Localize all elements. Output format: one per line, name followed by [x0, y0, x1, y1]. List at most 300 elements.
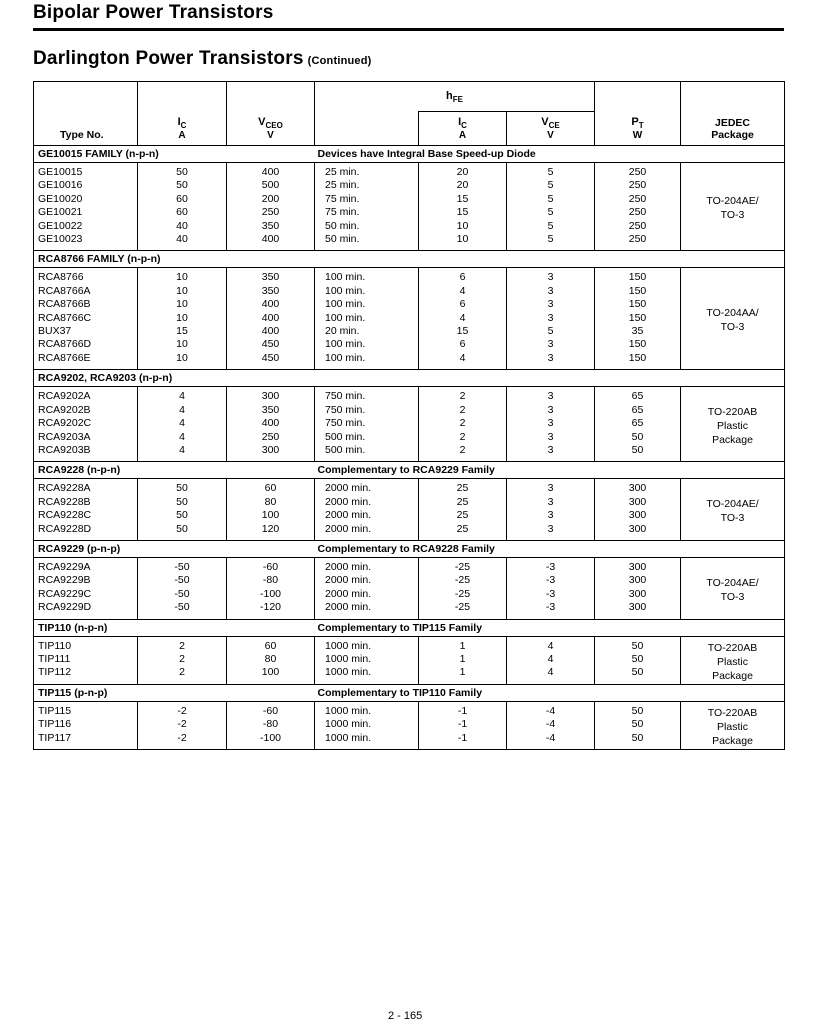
cell-hfe-vce: -3 — [507, 557, 595, 574]
cell-pt: 300 — [595, 557, 681, 574]
cell-hfe-min: 2000 min. — [315, 601, 419, 619]
cell-hfe-min: 1000 min. — [315, 666, 419, 684]
cell-type-no: TIP116 — [34, 718, 138, 731]
section-subtitle: (Continued) — [307, 55, 372, 67]
cell-ic: -2 — [138, 718, 227, 731]
cell-ic: 10 — [138, 285, 227, 298]
cell-vceo: 100 — [227, 666, 315, 684]
family-note: Complementary to RCA9228 Family — [315, 540, 785, 557]
cell-hfe-ic: 15 — [419, 325, 507, 338]
package-line: TO-204AE/ — [706, 498, 759, 511]
cell-hfe-ic: 2 — [419, 404, 507, 417]
header-rule — [33, 28, 784, 31]
cell-ic: 10 — [138, 352, 227, 370]
cell-pt: 65 — [595, 417, 681, 430]
cell-vceo: 100 — [227, 509, 315, 522]
package-line: Plastic — [717, 720, 748, 733]
cell-hfe-vce: -3 — [507, 588, 595, 601]
table-row — [34, 496, 785, 509]
family-name: TIP115 (p-n-p) — [34, 684, 315, 701]
table-row — [34, 444, 785, 462]
cell-hfe-min: 2000 min. — [315, 557, 419, 574]
hfe-min-subcol — [315, 112, 419, 146]
cell-pt: 50 — [595, 653, 681, 666]
family-header-row — [34, 619, 785, 636]
cell-hfe-vce: 5 — [507, 325, 595, 338]
cell-hfe-vce: 3 — [507, 338, 595, 351]
cell-hfe-ic: 15 — [419, 206, 507, 219]
cell-pt: 150 — [595, 338, 681, 351]
cell-hfe-vce: 3 — [507, 268, 595, 285]
cell-ic: -2 — [138, 732, 227, 750]
package-line: TO-204AA/ — [706, 307, 759, 320]
cell-hfe-min: 75 min. — [315, 193, 419, 206]
family-header-row — [34, 684, 785, 701]
cell-type-no: RCA9229A — [34, 557, 138, 574]
cell-hfe-vce: 3 — [507, 509, 595, 522]
cell-hfe-min: 2000 min. — [315, 574, 419, 587]
pt-unit: W — [632, 130, 643, 141]
pt-sub: T — [638, 121, 644, 130]
cell-type-no: RCA9228A — [34, 479, 138, 496]
hfe-ic-symbol: I — [458, 115, 462, 128]
cell-type-no: GE10015 — [34, 163, 138, 180]
cell-vceo: 400 — [227, 233, 315, 251]
cell-ic: -50 — [138, 588, 227, 601]
cell-hfe-ic: 4 — [419, 312, 507, 325]
spec-table-body — [34, 146, 785, 750]
cell-hfe-vce: 3 — [507, 285, 595, 298]
family-name: GE10015 FAMILY (n-p-n) — [34, 146, 315, 163]
cell-type-no: RCA9229B — [34, 574, 138, 587]
cell-hfe-ic: 25 — [419, 523, 507, 541]
ic-symbol: I — [177, 115, 181, 128]
cell-ic: 60 — [138, 206, 227, 219]
jedec-package — [681, 387, 785, 462]
table-row — [34, 666, 785, 684]
cell-pt: 50 — [595, 431, 681, 444]
package-line: Package — [712, 669, 753, 682]
cell-hfe-ic: -25 — [419, 574, 507, 587]
cell-vceo: 250 — [227, 206, 315, 219]
cell-hfe-ic: 20 — [419, 163, 507, 180]
cell-ic: 2 — [138, 653, 227, 666]
page-header-title: Bipolar Power Transistors — [33, 2, 274, 23]
cell-hfe-ic: 2 — [419, 417, 507, 430]
table-row — [34, 179, 785, 192]
cell-hfe-min: 100 min. — [315, 312, 419, 325]
cell-pt: 300 — [595, 574, 681, 587]
col-header-ic — [138, 82, 227, 146]
cell-vceo: 350 — [227, 404, 315, 417]
cell-type-no: GE10023 — [34, 233, 138, 251]
ic-unit: A — [178, 130, 186, 141]
cell-pt: 250 — [595, 206, 681, 219]
cell-hfe-vce: 4 — [507, 636, 595, 653]
hfe-symbol: h — [446, 90, 453, 102]
family-name: TIP110 (n-p-n) — [34, 619, 315, 636]
cell-pt: 300 — [595, 509, 681, 522]
cell-type-no: TIP111 — [34, 653, 138, 666]
cell-pt: 50 — [595, 718, 681, 731]
cell-pt: 300 — [595, 588, 681, 601]
cell-ic: -50 — [138, 601, 227, 619]
cell-hfe-ic: 6 — [419, 298, 507, 311]
cell-hfe-ic: 6 — [419, 268, 507, 285]
table-row — [34, 557, 785, 574]
family-name: RCA9202, RCA9203 (n-p-n) — [34, 370, 315, 387]
cell-hfe-vce: 3 — [507, 352, 595, 370]
cell-pt: 300 — [595, 479, 681, 496]
family-note: Complementary to TIP110 Family — [315, 684, 785, 701]
table-row — [34, 509, 785, 522]
cell-type-no: GE10016 — [34, 179, 138, 192]
cell-vceo: -80 — [227, 718, 315, 731]
table-row — [34, 404, 785, 417]
cell-hfe-vce: 3 — [507, 523, 595, 541]
table-row — [34, 312, 785, 325]
table-row — [34, 193, 785, 206]
cell-vceo: 350 — [227, 220, 315, 233]
cell-vceo: 450 — [227, 352, 315, 370]
cell-hfe-ic: 25 — [419, 479, 507, 496]
cell-hfe-ic: -25 — [419, 588, 507, 601]
transistor-spec-table — [33, 81, 785, 750]
cell-pt: 150 — [595, 298, 681, 311]
cell-pt: 250 — [595, 179, 681, 192]
cell-pt: 65 — [595, 404, 681, 417]
family-name: RCA9229 (p-n-p) — [34, 540, 315, 557]
table-row — [34, 431, 785, 444]
table-row — [34, 285, 785, 298]
table-row — [34, 732, 785, 750]
cell-vceo: 80 — [227, 496, 315, 509]
cell-hfe-ic: 25 — [419, 509, 507, 522]
cell-hfe-min: 2000 min. — [315, 509, 419, 522]
cell-vceo: 400 — [227, 417, 315, 430]
cell-hfe-ic: 4 — [419, 285, 507, 298]
package-line: Plastic — [717, 419, 748, 432]
jedec-package — [681, 268, 785, 370]
cell-hfe-min: 2000 min. — [315, 479, 419, 496]
cell-type-no: TIP110 — [34, 636, 138, 653]
cell-hfe-min: 2000 min. — [315, 523, 419, 541]
cell-vceo: 300 — [227, 387, 315, 404]
cell-hfe-min: 75 min. — [315, 206, 419, 219]
hfe-vce-unit: V — [547, 130, 554, 141]
cell-hfe-ic: 2 — [419, 387, 507, 404]
table-row — [34, 574, 785, 587]
cell-hfe-ic: -1 — [419, 701, 507, 718]
cell-hfe-vce: 5 — [507, 220, 595, 233]
table-row — [34, 653, 785, 666]
cell-hfe-ic: -1 — [419, 718, 507, 731]
cell-hfe-min: 100 min. — [315, 285, 419, 298]
cell-type-no: RCA9228C — [34, 509, 138, 522]
table-row — [34, 233, 785, 251]
jedec-package — [681, 701, 785, 749]
cell-pt: 50 — [595, 636, 681, 653]
cell-pt: 150 — [595, 285, 681, 298]
cell-type-no: RCA8766B — [34, 298, 138, 311]
family-note: Complementary to RCA9229 Family — [315, 462, 785, 479]
cell-pt: 300 — [595, 523, 681, 541]
cell-vceo: -80 — [227, 574, 315, 587]
cell-hfe-min: 1000 min. — [315, 653, 419, 666]
table-row — [34, 352, 785, 370]
cell-ic: 50 — [138, 523, 227, 541]
col-header-jedec — [681, 82, 785, 146]
cell-ic: -2 — [138, 701, 227, 718]
cell-ic: 10 — [138, 268, 227, 285]
jedec-package — [681, 636, 785, 684]
table-row — [34, 523, 785, 541]
cell-hfe-min: 50 min. — [315, 220, 419, 233]
jedec-package — [681, 557, 785, 619]
table-row — [34, 338, 785, 351]
col-header-type-no: Type No. — [34, 82, 138, 146]
cell-hfe-ic: 2 — [419, 431, 507, 444]
cell-hfe-vce: 5 — [507, 193, 595, 206]
cell-vceo: 200 — [227, 193, 315, 206]
cell-hfe-ic: 1 — [419, 666, 507, 684]
cell-hfe-ic: 1 — [419, 636, 507, 653]
table-row — [34, 636, 785, 653]
col-header-hfe-vce — [507, 112, 595, 146]
cell-vceo: 400 — [227, 325, 315, 338]
cell-vceo: 120 — [227, 523, 315, 541]
cell-pt: 65 — [595, 387, 681, 404]
cell-hfe-min: 2000 min. — [315, 496, 419, 509]
section-title-text: Darlington Power Transistors — [33, 48, 304, 69]
col-header-hfe — [315, 82, 595, 112]
cell-ic: 2 — [138, 636, 227, 653]
pt-symbol: P — [631, 115, 639, 128]
cell-hfe-min: 500 min. — [315, 431, 419, 444]
cell-hfe-vce: -3 — [507, 601, 595, 619]
cell-type-no: RCA9202B — [34, 404, 138, 417]
cell-hfe-vce: -4 — [507, 701, 595, 718]
cell-vceo: -60 — [227, 557, 315, 574]
package-line: TO-3 — [720, 321, 745, 334]
family-note — [315, 370, 785, 387]
cell-hfe-min: 1000 min. — [315, 718, 419, 731]
cell-type-no: RCA9203B — [34, 444, 138, 462]
family-header-row — [34, 251, 785, 268]
cell-hfe-vce: 5 — [507, 233, 595, 251]
cell-type-no: RCA9229C — [34, 588, 138, 601]
cell-ic: 50 — [138, 496, 227, 509]
cell-vceo: 400 — [227, 163, 315, 180]
cell-type-no: RCA9228D — [34, 523, 138, 541]
cell-ic: 50 — [138, 179, 227, 192]
cell-ic: 4 — [138, 444, 227, 462]
cell-type-no: BUX37 — [34, 325, 138, 338]
cell-type-no: GE10021 — [34, 206, 138, 219]
page-number: 2 - 165 — [388, 1010, 423, 1022]
table-row — [34, 718, 785, 731]
cell-pt: 50 — [595, 666, 681, 684]
table-row — [34, 701, 785, 718]
cell-ic: 2 — [138, 666, 227, 684]
table-row — [34, 588, 785, 601]
cell-hfe-min: 1000 min. — [315, 701, 419, 718]
cell-ic: 50 — [138, 509, 227, 522]
package-line: TO-3 — [720, 590, 745, 603]
table-row — [34, 220, 785, 233]
cell-ic: 4 — [138, 387, 227, 404]
cell-hfe-min: 50 min. — [315, 233, 419, 251]
package-line: Package — [712, 433, 753, 446]
cell-hfe-ic: 20 — [419, 179, 507, 192]
cell-hfe-vce: -4 — [507, 732, 595, 750]
package-line: TO-204AE/ — [706, 195, 759, 208]
cell-ic: 10 — [138, 298, 227, 311]
hfe-ic-sub: C — [461, 121, 467, 130]
cell-hfe-min: 25 min. — [315, 179, 419, 192]
table-row — [34, 206, 785, 219]
package-line: TO-220AB — [707, 641, 758, 654]
cell-type-no: RCA9203A — [34, 431, 138, 444]
cell-hfe-vce: 3 — [507, 387, 595, 404]
cell-vceo: 250 — [227, 431, 315, 444]
cell-vceo: -60 — [227, 701, 315, 718]
cell-hfe-vce: 5 — [507, 206, 595, 219]
package-line: Plastic — [717, 655, 748, 668]
cell-vceo: 400 — [227, 312, 315, 325]
family-note: Devices have Integral Base Speed-up Diode — [315, 146, 785, 163]
cell-hfe-vce: 4 — [507, 653, 595, 666]
hfe-ic-unit: A — [458, 130, 467, 141]
col-header-vceo — [227, 82, 315, 146]
vceo-unit: V — [267, 130, 274, 141]
cell-vceo: -100 — [227, 732, 315, 750]
cell-hfe-min: 1000 min. — [315, 636, 419, 653]
table-row — [34, 298, 785, 311]
col-header-hfe-ic — [419, 112, 507, 146]
cell-hfe-ic: 1 — [419, 653, 507, 666]
cell-hfe-min: 750 min. — [315, 387, 419, 404]
cell-ic: 40 — [138, 220, 227, 233]
cell-type-no: RCA8766D — [34, 338, 138, 351]
jedec-line1: JEDEC — [715, 117, 751, 129]
cell-type-no: RCA9228B — [34, 496, 138, 509]
cell-ic: -50 — [138, 557, 227, 574]
cell-pt: 250 — [595, 163, 681, 180]
family-note — [315, 251, 785, 268]
package-line: TO-3 — [720, 209, 745, 222]
cell-pt: 250 — [595, 233, 681, 251]
table-row — [34, 163, 785, 180]
cell-pt: 150 — [595, 352, 681, 370]
table-row — [34, 268, 785, 285]
cell-vceo: 350 — [227, 268, 315, 285]
cell-hfe-min: 100 min. — [315, 268, 419, 285]
cell-hfe-vce: 3 — [507, 312, 595, 325]
cell-hfe-vce: 3 — [507, 404, 595, 417]
cell-pt: 50 — [595, 701, 681, 718]
cell-type-no: RCA9202A — [34, 387, 138, 404]
cell-type-no: RCA8766 — [34, 268, 138, 285]
cell-hfe-ic: 10 — [419, 233, 507, 251]
cell-ic: 60 — [138, 193, 227, 206]
cell-ic: 4 — [138, 417, 227, 430]
cell-hfe-ic: 6 — [419, 338, 507, 351]
col-header-pt — [595, 82, 681, 146]
cell-type-no: GE10020 — [34, 193, 138, 206]
cell-pt: 150 — [595, 312, 681, 325]
cell-pt: 250 — [595, 193, 681, 206]
jedec-line2: Package — [711, 129, 754, 141]
cell-type-no: TIP112 — [34, 666, 138, 684]
cell-vceo: -120 — [227, 601, 315, 619]
cell-hfe-ic: 25 — [419, 496, 507, 509]
cell-pt: 50 — [595, 732, 681, 750]
package-line: TO-3 — [720, 512, 745, 525]
cell-hfe-ic: 10 — [419, 220, 507, 233]
cell-vceo: 500 — [227, 179, 315, 192]
family-name: RCA9228 (n-p-n) — [34, 462, 315, 479]
cell-pt: 150 — [595, 268, 681, 285]
cell-hfe-min: 2000 min. — [315, 588, 419, 601]
cell-type-no: RCA8766C — [34, 312, 138, 325]
cell-hfe-min: 25 min. — [315, 163, 419, 180]
hfe-vce-symbol: V — [541, 115, 549, 128]
cell-vceo: 300 — [227, 444, 315, 462]
cell-vceo: 60 — [227, 479, 315, 496]
family-name: RCA8766 FAMILY (n-p-n) — [34, 251, 315, 268]
cell-ic: 15 — [138, 325, 227, 338]
cell-hfe-vce: 3 — [507, 298, 595, 311]
cell-hfe-vce: 5 — [507, 163, 595, 180]
cell-vceo: 400 — [227, 298, 315, 311]
cell-pt: 300 — [595, 601, 681, 619]
cell-ic: 4 — [138, 404, 227, 417]
cell-hfe-min: 100 min. — [315, 298, 419, 311]
cell-hfe-vce: -3 — [507, 574, 595, 587]
table-row — [34, 479, 785, 496]
ic-sub: C — [180, 121, 187, 130]
section-title — [33, 48, 372, 70]
package-line: Package — [712, 734, 753, 747]
cell-hfe-vce: 3 — [507, 417, 595, 430]
cell-vceo: 60 — [227, 636, 315, 653]
family-header-row — [34, 146, 785, 163]
cell-hfe-vce: 3 — [507, 431, 595, 444]
package-line: TO-204AE/ — [706, 576, 759, 589]
cell-pt: 250 — [595, 220, 681, 233]
cell-ic: 50 — [138, 163, 227, 180]
cell-hfe-ic: 2 — [419, 444, 507, 462]
cell-pt: 50 — [595, 444, 681, 462]
cell-hfe-min: 750 min. — [315, 404, 419, 417]
family-note: Complementary to TIP115 Family — [315, 619, 785, 636]
cell-type-no: RCA9202C — [34, 417, 138, 430]
cell-hfe-min: 500 min. — [315, 444, 419, 462]
cell-pt: 35 — [595, 325, 681, 338]
table-row — [34, 387, 785, 404]
cell-pt: 300 — [595, 496, 681, 509]
jedec-package — [681, 163, 785, 251]
cell-hfe-ic: 4 — [419, 352, 507, 370]
table-row — [34, 325, 785, 338]
cell-hfe-ic: -25 — [419, 601, 507, 619]
table-row — [34, 417, 785, 430]
cell-type-no: RCA9229D — [34, 601, 138, 619]
cell-vceo: 450 — [227, 338, 315, 351]
cell-hfe-vce: 3 — [507, 444, 595, 462]
cell-hfe-vce: 4 — [507, 666, 595, 684]
